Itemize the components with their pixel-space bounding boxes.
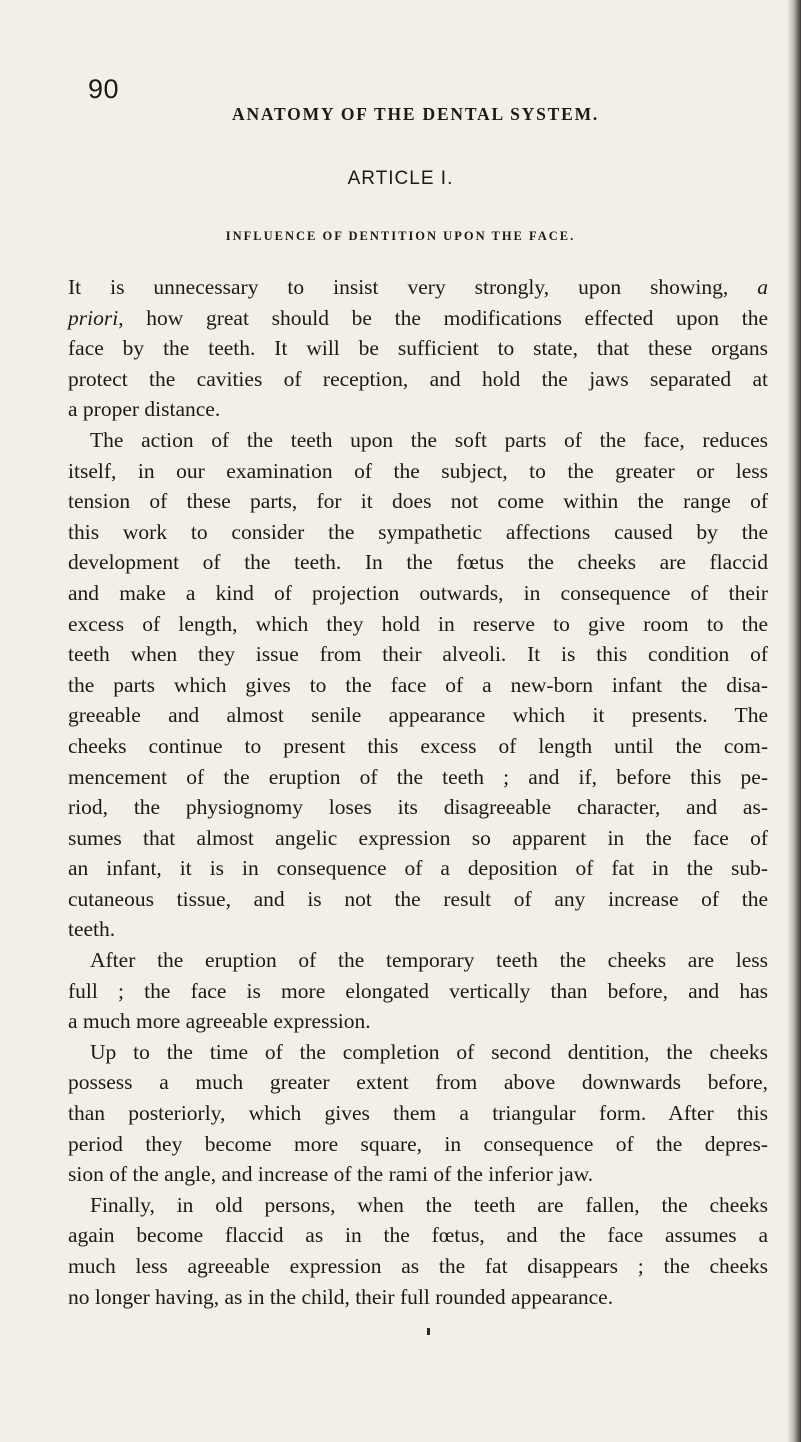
text-line: teeth when they issue from their alveoli. It is this condition of (68, 642, 768, 667)
text-line: The action of the teeth upon the soft parts of the face, reduces (90, 427, 768, 452)
text-line: this work to consider the sympathetic affections caused by the (68, 519, 768, 544)
text-line: development of the teeth. In the fœtus the cheeks are flaccid (68, 550, 768, 575)
italic-term: priori (68, 305, 119, 330)
text-line: the parts which gives to the face of a new-born infant the disa- (68, 672, 768, 697)
text-line: sion of the angle, and increase of the rami of the inferior jaw. (68, 1162, 594, 1187)
text-line: face by the teeth. It will be sufficient to state, that these organs (68, 336, 768, 361)
text-line: possess a much greater extent from above downwards before, (68, 1070, 768, 1095)
text-line: tension of these parts, for it does not come within the range of (68, 489, 768, 514)
italic-term: a (757, 275, 768, 299)
text-line: no longer having, as in the child, their full rounded appearance. (68, 1284, 614, 1309)
article-subtitle: INFLUENCE OF DENTITION UPON THE FACE. (225, 229, 576, 243)
text-line: a proper distance. (68, 397, 221, 422)
text-line: riod, the physiognomy loses its disagreeable character, and as- (68, 795, 768, 820)
article-title: ARTICLE I. (347, 168, 454, 189)
text-line (68, 272, 768, 303)
text-line: sumes that almost angelic expression so apparent in the face of (68, 825, 768, 850)
stray-print-mark (427, 1328, 430, 1335)
text-line: excess of length, which they hold in reserve to give room to the (68, 611, 768, 636)
text-line: teeth. (68, 917, 116, 942)
text-line (68, 303, 768, 334)
text-line: cheeks continue to present this excess of length until the com- (68, 733, 768, 758)
text-line: Finally, in old persons, when the teeth are fallen, the cheeks (90, 1192, 768, 1217)
text-line: cutaneous tissue, and is not the result of any increase of the (68, 886, 768, 911)
text-line: much less agreeable expression as the fat disappears ; the cheeks (68, 1254, 768, 1278)
text-line: itself, in our examination of the subject, to the greater or less (68, 458, 768, 483)
text-line: again become flaccid as in the fœtus, and the face assumes a (68, 1223, 768, 1248)
text-line: Up to the time of the completion of second dentition, the cheeks (90, 1039, 768, 1064)
text-line: greeable and almost senile appearance which it presents. The (68, 703, 768, 728)
text-line: period they become more square, in consequence of the depres- (68, 1131, 768, 1156)
text-line-rest: , how great should be the modifications effected upon the (118, 305, 768, 330)
text-line: After the eruption of the temporary teeth the cheeks are less (90, 948, 768, 973)
text-line: and make a kind of projection outwards, in consequence of their (68, 580, 768, 605)
page-number: 90 (88, 74, 120, 104)
text-line: protect the cavities of reception, and hold the jaws separated at (68, 366, 768, 391)
text-line: mencement of the eruption of the teeth ; and if, before this pe- (68, 764, 768, 789)
text-line: full ; the face is more elongated vertically than before, and has (68, 978, 768, 1003)
text-line: an infant, it is in consequence of a deposition of fat in the sub- (68, 856, 768, 881)
body-text (68, 272, 768, 1312)
text-line-lead: It is unnecessary to insist very strongly, upon showing, a (68, 275, 768, 299)
running-head: ANATOMY OF THE DENTAL SYSTEM. (232, 104, 600, 124)
text-line: than posteriorly, which gives them a triangular form. After this (68, 1101, 768, 1126)
page-edge-shadow (787, 0, 801, 1442)
text-line: a much more agreeable expression. (68, 1009, 371, 1034)
